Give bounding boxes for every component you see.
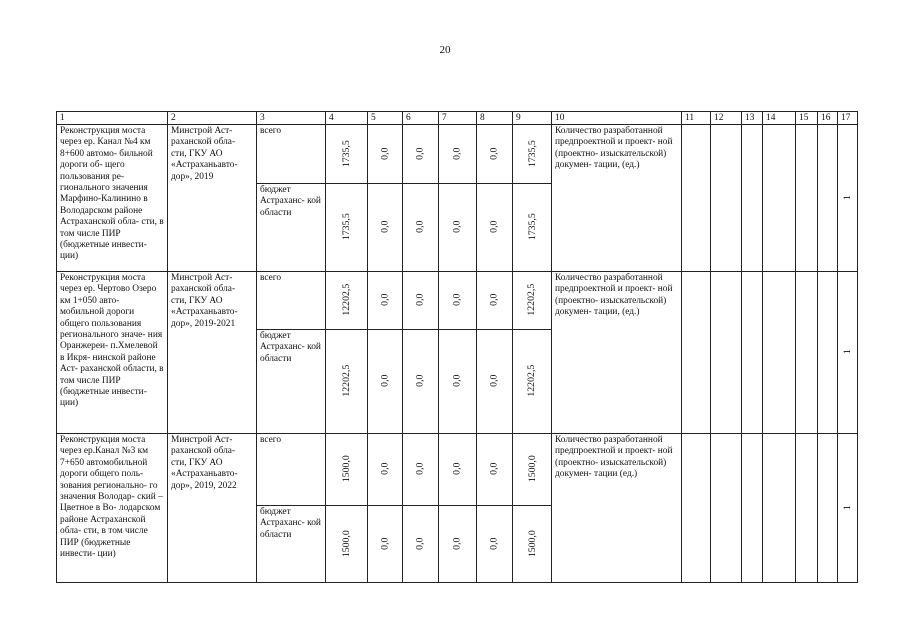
value-cell-4: 12202,5 — [326, 272, 368, 330]
empty-cell — [711, 434, 742, 583]
table-row — [57, 272, 858, 330]
value-cell-6: 0,0 — [403, 506, 439, 583]
value-cell-6: 0,0 — [403, 330, 439, 434]
value-cell-4: 1735,5 — [326, 184, 368, 272]
empty-cell — [682, 272, 711, 434]
value-cell-8: 0,0 — [477, 434, 513, 506]
empty-cell — [796, 434, 818, 583]
project-customer: Минстрой Аст- раханской обла- сти, ГКУ АО «Астраханьавто- дор», 2019 — [168, 125, 257, 272]
funding-source: бюджет Астраханс- кой области — [257, 330, 326, 434]
value-cell-5: 0,0 — [368, 330, 403, 434]
empty-cell — [796, 272, 818, 434]
value-cell-9: 1735,5 — [513, 125, 552, 184]
column-number-13: 13 — [742, 112, 763, 125]
value-cell-9: 1735,5 — [513, 184, 552, 272]
empty-cell — [682, 125, 711, 272]
empty-cell — [796, 125, 818, 272]
value-cell-4: 12202,5 — [326, 330, 368, 434]
column-number-12: 12 — [711, 112, 742, 125]
value-cell-5: 0,0 — [368, 434, 403, 506]
value-cell-7: 0,0 — [439, 125, 477, 184]
project-name: Реконструкция моста через ер.Канал №3 км 7+650 автомобильной дороги общего поль- зования регионально- го значения Володар- ский – Цветное в Во- лодарском районе Астраханской обла- сти, в том числе ПИР (бюджетные инвести- ции) — [57, 434, 168, 583]
column-number-10: 10 — [552, 112, 682, 125]
value-cell-7: 0,0 — [439, 272, 477, 330]
value-cell-6: 0,0 — [403, 184, 439, 272]
empty-cell — [742, 125, 763, 272]
value-cell-8: 0,0 — [477, 330, 513, 434]
empty-cell — [818, 434, 838, 583]
program-table — [56, 111, 858, 583]
empty-cell — [763, 434, 796, 583]
value-cell-6: 0,0 — [403, 272, 439, 330]
column-number-8: 8 — [477, 112, 513, 125]
value-cell-5: 0,0 — [368, 125, 403, 184]
value-cell-7: 0,0 — [439, 330, 477, 434]
value-cell-4: 1500,0 — [326, 434, 368, 506]
value-cell-7: 0,0 — [439, 434, 477, 506]
value-cell-17: 1 — [838, 434, 858, 583]
value-cell-4: 1500,0 — [326, 506, 368, 583]
indicator-text: Количество разработанной предпроектной и проект- ной (проектно- изыскательской) докумен- тации, (ед.) — [552, 272, 682, 434]
funding-source: всего — [257, 434, 326, 506]
column-number-5: 5 — [368, 112, 403, 125]
value-cell-5: 0,0 — [368, 272, 403, 330]
value-cell-9: 12202,5 — [513, 330, 552, 434]
project-customer: Минстрой Аст- раханской обла- сти, ГКУ АО «Астраханьавто- дор», 2019-2021 — [168, 272, 257, 434]
project-name: Реконструкция моста через ер. Чертово Озеро км 1+050 авто- мобильной дороги общего пользования регионального значе- ния Оранжереи- п.Хмелевой в Икря- нинской районе Аст- раханской области, в том числе ПИР (бюджетные инвести- ции) — [57, 272, 168, 434]
empty-cell — [742, 272, 763, 434]
column-number-7: 7 — [439, 112, 477, 125]
value-cell-17: 1 — [838, 272, 858, 434]
column-number-2: 2 — [168, 112, 257, 125]
empty-cell — [763, 125, 796, 272]
column-number-4: 4 — [326, 112, 368, 125]
table-row — [57, 434, 858, 506]
value-cell-8: 0,0 — [477, 272, 513, 330]
column-number-17: 17 — [838, 112, 858, 125]
value-cell-5: 0,0 — [368, 184, 403, 272]
value-cell-6: 0,0 — [403, 434, 439, 506]
indicator-text: Количество разработанной предпроектной и проект- ной (проектно- изыскательской) докумен- тации, (ед.) — [552, 125, 682, 272]
table-row — [57, 125, 858, 184]
empty-cell — [763, 272, 796, 434]
empty-cell — [711, 125, 742, 272]
value-cell-6: 0,0 — [403, 125, 439, 184]
column-number-9: 9 — [513, 112, 552, 125]
column-number-11: 11 — [682, 112, 711, 125]
value-cell-8: 0,0 — [477, 125, 513, 184]
funding-source: бюджет Астраханс- кой области — [257, 184, 326, 272]
project-name: Реконструкция моста через ер. Канал №4 км 8+600 автомо- бильной дороги об- щего пользования ре- гионального значения Марфино-Калинино в Володарском районе Астраханской обла- сти, в том числе ПИР (бюджетные инвести- ции) — [57, 125, 168, 272]
column-number-1: 1 — [57, 112, 168, 125]
empty-cell — [711, 272, 742, 434]
value-cell-8: 0,0 — [477, 184, 513, 272]
column-number-6: 6 — [403, 112, 439, 125]
indicator-text: Количество разработанной предпроектной и проект- ной (проектно- изыскательской) докумен- тации (ед.) — [552, 434, 682, 583]
empty-cell — [682, 434, 711, 583]
value-cell-9: 1500,0 — [513, 434, 552, 506]
funding-source: всего — [257, 125, 326, 184]
header-row — [57, 112, 858, 125]
project-customer: Минстрой Аст- раханской обла- сти, ГКУ АО «Астраханьавто- дор», 2019, 2022 — [168, 434, 257, 583]
column-number-3: 3 — [257, 112, 326, 125]
value-cell-4: 1735,5 — [326, 125, 368, 184]
empty-cell — [742, 434, 763, 583]
value-cell-5: 0,0 — [368, 506, 403, 583]
value-cell-8: 0,0 — [477, 506, 513, 583]
value-cell-7: 0,0 — [439, 506, 477, 583]
empty-cell — [818, 125, 838, 272]
funding-source: всего — [257, 272, 326, 330]
value-cell-9: 12202,5 — [513, 272, 552, 330]
value-cell-9: 1500,0 — [513, 506, 552, 583]
empty-cell — [818, 272, 838, 434]
column-number-16: 16 — [818, 112, 838, 125]
value-cell-17: 1 — [838, 125, 858, 272]
value-cell-7: 0,0 — [439, 184, 477, 272]
page-number: 20 — [439, 44, 451, 56]
column-number-14: 14 — [763, 112, 796, 125]
funding-source: бюджет Астраханс- кой области — [257, 506, 326, 583]
column-number-15: 15 — [796, 112, 818, 125]
